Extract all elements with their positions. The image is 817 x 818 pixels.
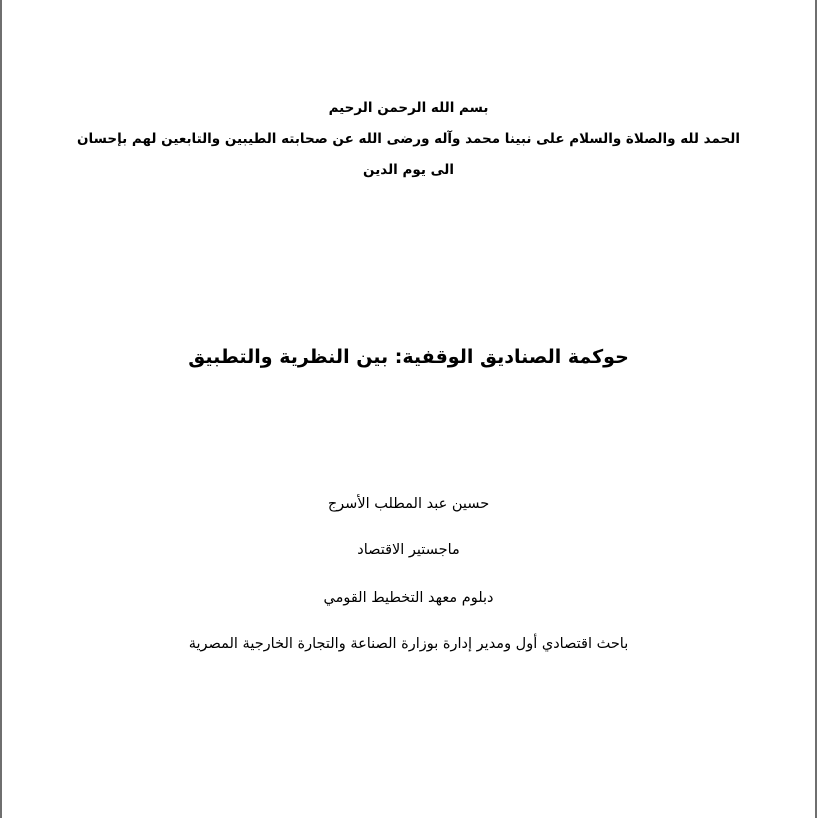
praise-line-2: الى يوم الدين: [363, 162, 454, 178]
basmala-line: بسم الله الرحمن الرحيم: [328, 100, 489, 116]
author-position: باحث اقتصادي أول ومدير إدارة بوزارة الصناعة والتجارة الخارجية المصرية: [188, 636, 629, 652]
document-title: حوكمة الصناديق الوقفية: بين النظرية والتطبيق: [188, 346, 629, 368]
author-name: حسين عبد المطلب الأسرج: [327, 496, 490, 512]
author-diploma: دبلوم معهد التخطيط القومي: [323, 590, 494, 606]
praise-line-1: الحمد لله والصلاة والسلام على نبينا محمد وآله ورضى الله عن صحابته الطيبين والتابعين لهم بإحسان: [77, 131, 740, 147]
author-degree: ماجستير الاقتصاد: [357, 542, 460, 558]
